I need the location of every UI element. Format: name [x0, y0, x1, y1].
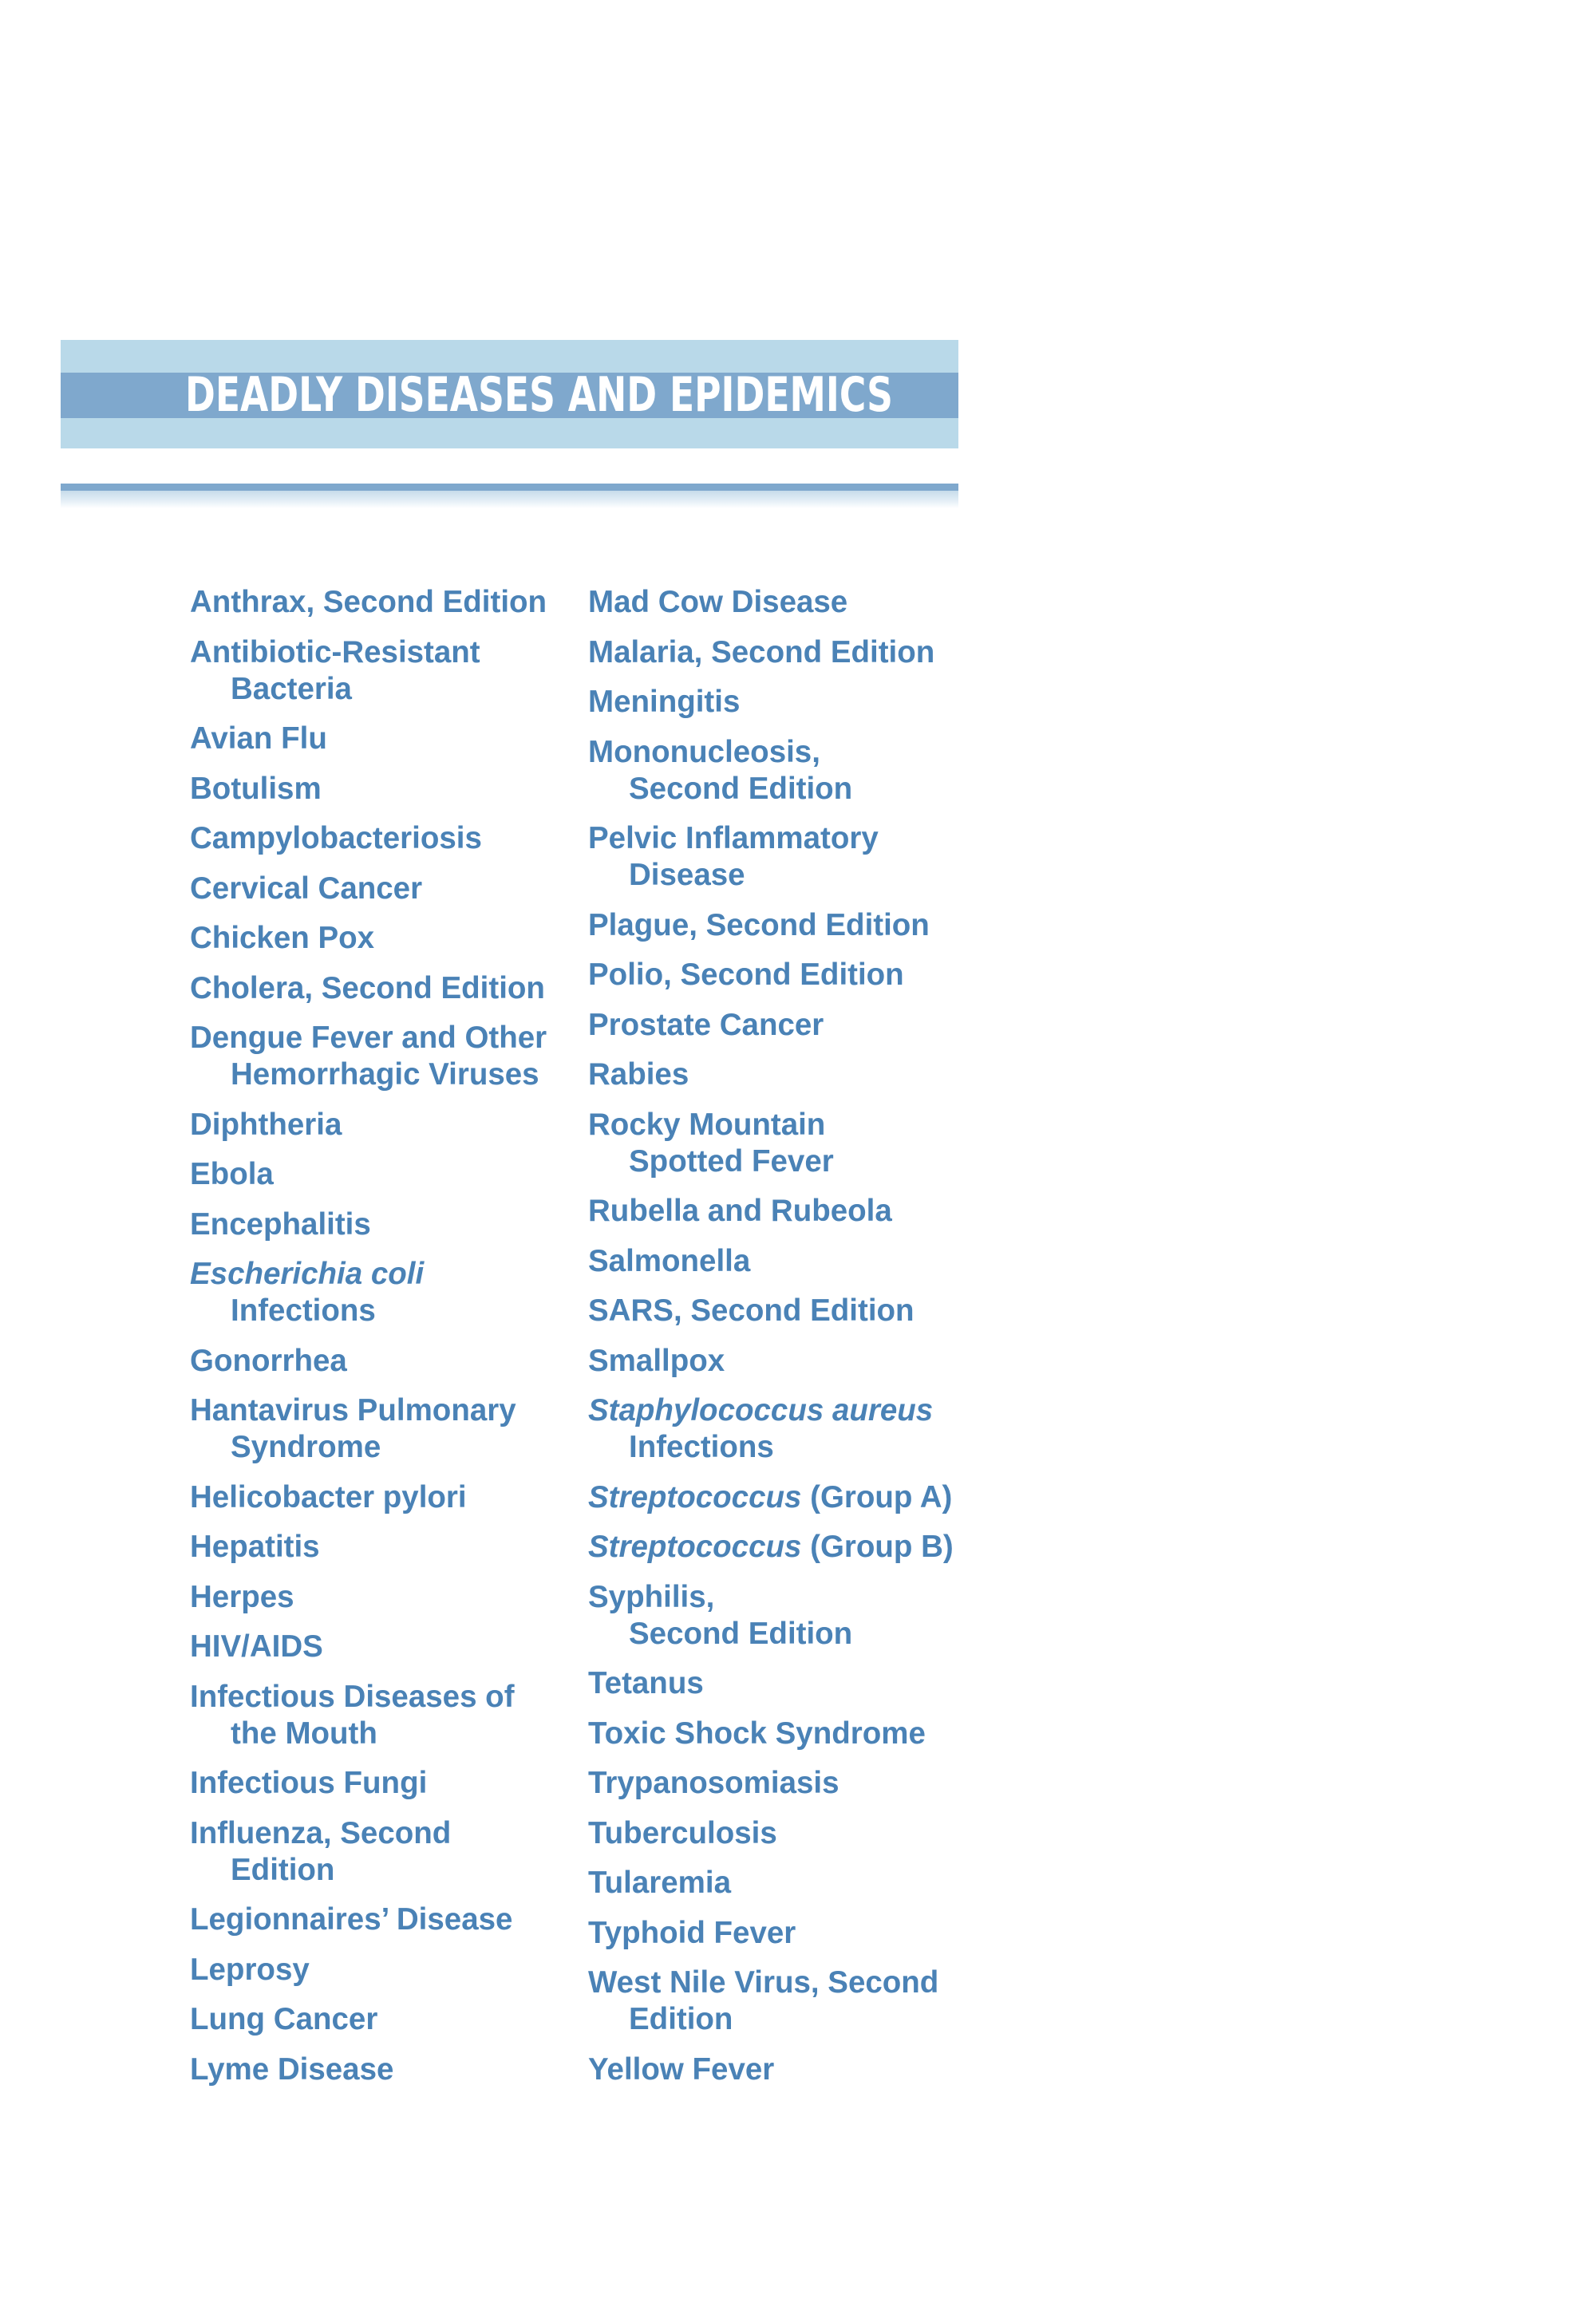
series-title: DEADLY DISEASES AND EPIDEMICS [185, 367, 894, 423]
book-title [190, 771, 565, 808]
book-title [190, 1952, 565, 1988]
book-title-text: (Group B) [801, 1530, 954, 1564]
book-title [588, 1293, 971, 1329]
book-title-text: Second Edition [629, 771, 853, 806]
book-title-text: Spotted Fever [629, 1143, 834, 1179]
book-title-text: Polio, Second Edition [588, 958, 904, 992]
book-title [190, 1392, 565, 1466]
book-title [588, 634, 971, 671]
book-title-text: Hemorrhagic Viruses [231, 1057, 539, 1092]
book-title-text: Typhoid Fever [588, 1915, 796, 1950]
book-title [588, 1716, 971, 1752]
header-rule-gradient [61, 491, 958, 508]
book-title-text: Anthrax, Second Edition [190, 585, 547, 619]
book-title-text: Antibiotic-Resistant [190, 634, 480, 669]
series-header [61, 340, 958, 448]
book-title-text: Legionnaires’ Disease [190, 1902, 513, 1937]
book-title-text: Campylobacteriosis [190, 821, 482, 855]
book-title [190, 721, 565, 757]
book-title-text: Botulism [190, 771, 322, 806]
book-title-text: Mad Cow Disease [588, 585, 848, 619]
book-title [588, 1529, 971, 1566]
book-title [588, 584, 971, 621]
book-title-text: Yellow Fever [588, 2051, 775, 2087]
book-title-text: the Mouth [231, 1716, 377, 1751]
book-title [588, 907, 971, 944]
book-title-italic-text: Streptococcus [588, 1479, 802, 1514]
book-title [588, 1865, 971, 1901]
book-title-text: Helicobacter pylori [190, 1479, 467, 1514]
book-title-text: Mononucleosis, [588, 734, 820, 769]
book-title-text: Rabies [588, 1057, 689, 1092]
book-title [190, 1107, 565, 1143]
book-title [588, 1243, 971, 1280]
book-title [190, 2051, 565, 2088]
book-title [588, 1107, 971, 1180]
book-title-text: Ebola [190, 1157, 274, 1191]
book-title-text: Bacteria [231, 671, 352, 706]
book-title [190, 1679, 565, 1752]
book-title-text: Infections [231, 1293, 376, 1328]
book-title [588, 734, 971, 808]
book-title [588, 1815, 971, 1852]
book-title [190, 1579, 565, 1616]
book-title-italic-text: Streptococcus [588, 1530, 802, 1564]
book-title [588, 1965, 971, 2038]
book-title-text: Rubella and Rubeola [588, 1194, 892, 1228]
book-title [588, 1193, 971, 1230]
book-title [190, 1765, 565, 1802]
title-list-left-column [190, 584, 565, 2101]
book-title-text: Tuberculosis [588, 1815, 777, 1850]
book-title-text: Encephalitis [190, 1206, 371, 1242]
book-title-text: Syndrome [231, 1430, 381, 1464]
book-title-text: Infections [629, 1430, 774, 1464]
book-title [588, 684, 971, 721]
book-title [190, 2001, 565, 2038]
book-title-text: Disease [629, 858, 745, 892]
book-title [190, 970, 565, 1007]
book-title [588, 1915, 971, 1952]
book-title [190, 1156, 565, 1193]
book-title [588, 1056, 971, 1093]
book-title-text: Plague, Second Edition [588, 907, 930, 942]
book-title-italic-text: Staphylococcus aureus [588, 1393, 934, 1427]
title-list-right-column [588, 584, 971, 2101]
book-title [190, 1529, 565, 1566]
book-title [190, 1815, 565, 1889]
book-title [588, 1665, 971, 1702]
book-title-text: Diphtheria [190, 1107, 342, 1142]
book-title-text: Tularemia [588, 1866, 732, 1900]
book-title-text: Smallpox [588, 1343, 725, 1378]
book-title-text: Toxic Shock Syndrome [588, 1716, 926, 1751]
book-title [190, 584, 565, 621]
book-title-text: (Group A) [801, 1479, 953, 1514]
book-title [190, 1206, 565, 1243]
book-title-text: Chicken Pox [190, 921, 375, 955]
book-title-text: Lung Cancer [190, 2002, 378, 2036]
book-title [190, 1256, 565, 1329]
book-title [588, 1765, 971, 1802]
book-title [588, 2051, 971, 2088]
book-title-text: HIV/AIDS [190, 1629, 323, 1664]
book-title-italic-text: Escherichia coli [190, 1257, 425, 1291]
book-title-text: Edition [231, 1852, 335, 1887]
book-title-text: Meningitis [588, 685, 741, 719]
book-title [588, 1007, 971, 1044]
header-rule [61, 484, 958, 491]
book-title-text: Dengue Fever and Other [190, 1021, 547, 1055]
book-title-text: Pelvic Inflammatory [588, 821, 879, 855]
book-title [588, 957, 971, 993]
book-title [588, 1579, 971, 1653]
book-title [588, 1392, 971, 1466]
book-title [190, 820, 565, 857]
book-title-text: SARS, Second Edition [588, 1293, 915, 1328]
book-title [190, 920, 565, 957]
book-title [190, 1901, 565, 1938]
book-title-text: West Nile Virus, Second [588, 1965, 939, 2000]
book-title [588, 1479, 971, 1516]
book-title [588, 820, 971, 894]
book-title-text: Second Edition [629, 1616, 853, 1651]
book-title-text: Avian Flu [190, 721, 327, 756]
book-title-text: Hepatitis [190, 1530, 320, 1564]
book-title-text: Leprosy [190, 1952, 310, 1987]
book-title-text: Salmonella [588, 1243, 751, 1278]
book-title [190, 1020, 565, 1093]
book-title-text: Trypanosomiasis [588, 1766, 839, 1800]
book-title-text: Lyme Disease [190, 2051, 394, 2087]
book-title-text: Prostate Cancer [588, 1007, 824, 1042]
book-title [190, 871, 565, 907]
book-title [190, 1479, 565, 1516]
book-title-text: Syphilis, [588, 1579, 715, 1614]
book-title-text: Edition [629, 2002, 733, 2036]
book-title-text: Infectious Fungi [190, 1766, 428, 1800]
book-title-text: Rocky Mountain [588, 1107, 826, 1142]
book-title-text: Hantavirus Pulmonary [190, 1393, 516, 1427]
book-title-text: Influenza, Second [190, 1815, 452, 1850]
book-title [588, 1343, 971, 1380]
book-title [190, 634, 565, 708]
book-title-text: Gonorrhea [190, 1343, 347, 1378]
book-title-text: Cholera, Second Edition [190, 970, 545, 1005]
book-title-text: Infectious Diseases of [190, 1679, 515, 1714]
book-title-text: Cervical Cancer [190, 871, 423, 906]
book-title [190, 1629, 565, 1665]
book-title [190, 1343, 565, 1380]
book-title-text: Herpes [190, 1579, 294, 1614]
book-title-text: Malaria, Second Edition [588, 634, 935, 669]
book-title-text: Tetanus [588, 1666, 704, 1700]
